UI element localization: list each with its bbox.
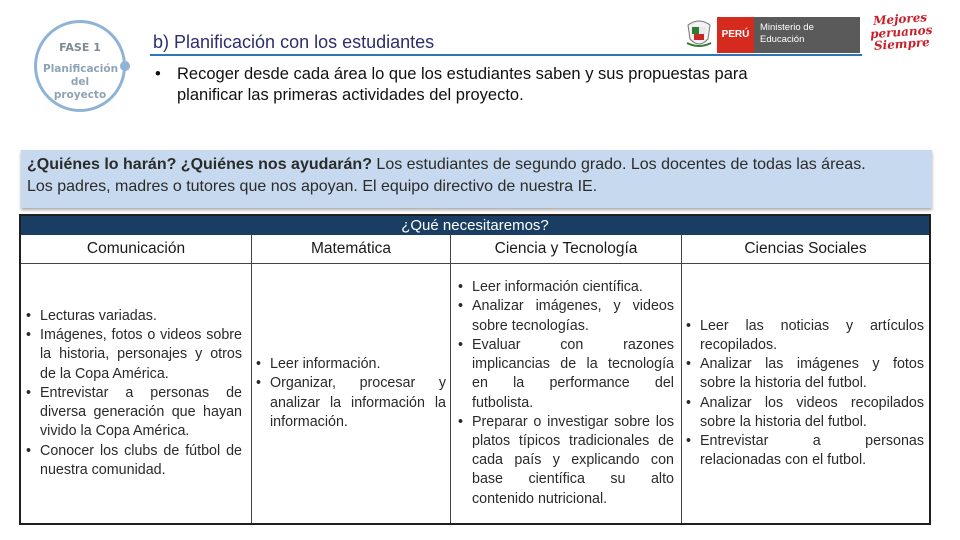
list-item: • Leer información. [256, 355, 446, 374]
phase-number: FASE 1 [59, 41, 101, 54]
cell-sociales [686, 264, 924, 523]
peru-logo-label: PERÚ [717, 17, 754, 53]
who-question-band [21, 150, 932, 208]
list-item: • Analizar los videos recopilados sobre la historia del futbol. [686, 394, 924, 432]
who-answer-line1: Los estudiantes de segundo grado. Los docentes de todas las áreas. [371, 156, 866, 173]
slogan-logo: Mejores peruanos Siempre [869, 10, 933, 53]
table-header: ¿Qué necesitaremos? [21, 216, 929, 235]
list-item: • Entrevistar a personas relacionadas con el futbol. [686, 432, 924, 470]
who-question: ¿Quiénes lo harán? ¿Quiénes nos ayudarán? [27, 156, 372, 173]
list-item: • Leer las noticias y artículos recopilados. [686, 317, 924, 355]
list-item: • Lecturas variadas. [26, 307, 242, 326]
who-answer-line2: Los padres, madres o tutores que nos apoyan. El equipo directivo de nuestra IE. [27, 178, 598, 195]
title-divider [150, 54, 862, 56]
page-title: b) Planificación con los estudiantes [153, 32, 435, 52]
ministry-logo [717, 17, 860, 53]
list-item: • Evaluar con razones implicancias de la tecnología en la performance del futbolista. [458, 336, 674, 413]
cell-comunicacion [26, 264, 242, 523]
list-item: • Analizar las imágenes y fotos sobre la historia del futbol. [686, 355, 924, 393]
list-ciencia [458, 278, 674, 508]
phase-badge [34, 20, 126, 112]
cell-matematica [256, 264, 446, 523]
column-header-matematica: Matemática [310, 240, 392, 257]
who-question-text [21, 150, 932, 198]
list-item: • Preparar o investigar sobre los platos típicos tradicionales de cada país y explicando con base científica su alto contenido nutricional. [458, 413, 674, 509]
coat-of-arms-icon [685, 19, 713, 49]
list-comunicacion [26, 307, 242, 480]
column-divider [681, 235, 682, 523]
cell-ciencia [458, 264, 674, 523]
list-item: • Analizar imágenes, y videos sobre tecnologías. [458, 297, 674, 335]
column-header-sociales: Ciencias Sociales [744, 240, 867, 257]
intro-bullet: • Recoger desde cada área lo que los estudiantes saben y sus propuestas para planificar las primeras actividades del proyecto. [155, 64, 815, 106]
list-item: • Conocer los clubs de fútbol de nuestra comunidad. [26, 442, 242, 480]
column-divider [251, 235, 252, 523]
phase-label: Planificación del proyecto [43, 63, 119, 101]
list-matematica [256, 355, 446, 432]
list-item: • Imágenes, fotos o videos sobre la historia, personajes y otros de la Copa América. [26, 326, 242, 384]
ministry-name: Ministerio de Educación [760, 22, 814, 45]
intro-bullet-text: Recoger desde cada área lo que los estudiantes saben y sus propuestas para planificar las primeras actividades del proyecto. [177, 65, 748, 104]
needs-table [19, 214, 931, 525]
list-item: • Entrevistar a personas de diversa generación que hayan vivido la Copa América. [26, 384, 242, 442]
list-item: • Leer información científica. [458, 278, 674, 297]
list-item: • Organizar, procesar y analizar la información la información. [256, 374, 446, 432]
column-header-comunicacion: Comunicación [86, 240, 186, 257]
list-sociales [686, 317, 924, 471]
column-header-ciencia: Ciencia y Tecnología [494, 240, 638, 257]
column-divider [450, 235, 451, 523]
